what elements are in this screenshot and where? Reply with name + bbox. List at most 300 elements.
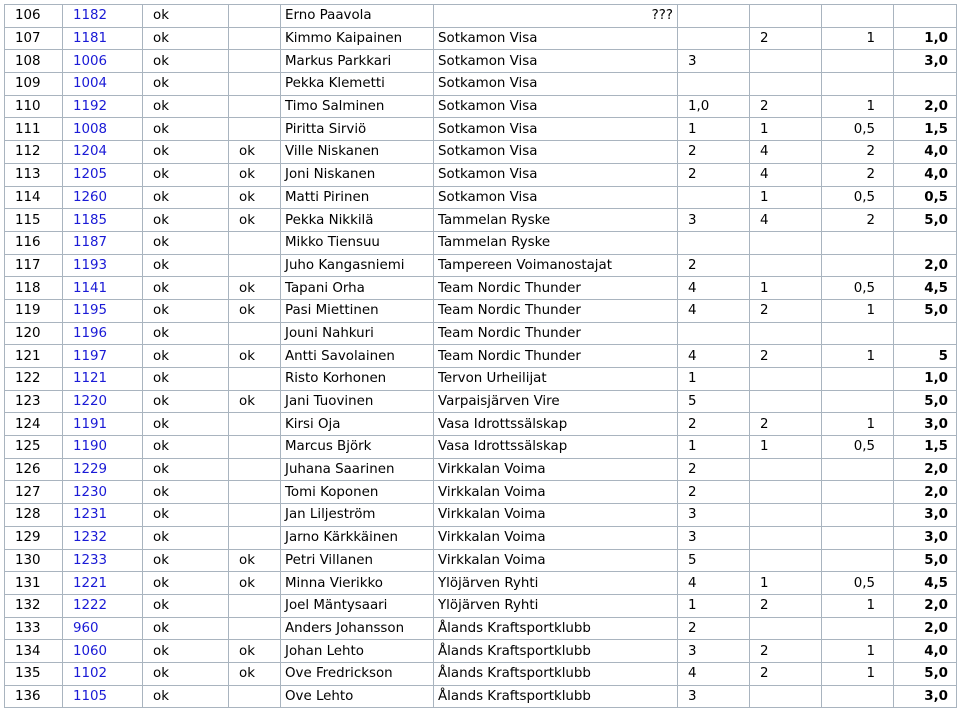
- table-row: [5, 322, 957, 345]
- status2-cell: [229, 594, 281, 617]
- score1-cell: 1,0: [678, 95, 750, 118]
- status2-cell: [229, 118, 281, 141]
- athlete-name-cell: Jarno Kärkkäinen: [281, 526, 434, 549]
- table-row: [5, 481, 957, 504]
- club-cell: Tammelan Ryske: [434, 231, 678, 254]
- score3-cell: 0,5: [822, 186, 894, 209]
- rank-cell: 123: [5, 390, 63, 413]
- score1-cell: 1: [678, 368, 750, 391]
- score3-cell: [822, 5, 894, 28]
- score3-cell: 1: [822, 640, 894, 663]
- status2-cell: ok: [229, 662, 281, 685]
- score2-cell: 4: [750, 209, 822, 232]
- score3-cell: 2: [822, 209, 894, 232]
- total-cell: 3,0: [894, 685, 957, 708]
- status-cell: ok: [143, 549, 229, 572]
- rank-cell: 111: [5, 118, 63, 141]
- score1-cell: 3: [678, 50, 750, 73]
- status-cell: ok: [143, 572, 229, 595]
- status-cell: ok: [143, 526, 229, 549]
- total-cell: [894, 231, 957, 254]
- athlete-name-cell: Kirsi Oja: [281, 413, 434, 436]
- score3-cell: [822, 390, 894, 413]
- status-cell: ok: [143, 5, 229, 28]
- total-cell: 5: [894, 345, 957, 368]
- score2-cell: [750, 231, 822, 254]
- score1-cell: 2: [678, 481, 750, 504]
- score3-cell: [822, 368, 894, 391]
- status2-cell: ok: [229, 141, 281, 164]
- score2-cell: [750, 458, 822, 481]
- athlete-id-link[interactable]: 1205: [63, 163, 143, 186]
- score3-cell: [822, 73, 894, 96]
- score3-cell: 1: [822, 27, 894, 50]
- club-cell: Tampereen Voimanostajat: [434, 254, 678, 277]
- table-body: [5, 5, 957, 708]
- score2-cell: 2: [750, 662, 822, 685]
- score1-cell: 1: [678, 594, 750, 617]
- status2-cell: [229, 481, 281, 504]
- total-cell: 4,0: [894, 163, 957, 186]
- rank-cell: 110: [5, 95, 63, 118]
- athlete-name-cell: Tomi Koponen: [281, 481, 434, 504]
- status-cell: ok: [143, 390, 229, 413]
- score2-cell: [750, 617, 822, 640]
- score2-cell: [750, 5, 822, 28]
- total-cell: 3,0: [894, 526, 957, 549]
- score3-cell: 1: [822, 95, 894, 118]
- table-row: [5, 5, 957, 28]
- rank-cell: 135: [5, 662, 63, 685]
- table-row: [5, 163, 957, 186]
- club-cell: Team Nordic Thunder: [434, 345, 678, 368]
- rank-cell: 112: [5, 141, 63, 164]
- athlete-id-link[interactable]: 1222: [63, 594, 143, 617]
- score2-cell: 2: [750, 413, 822, 436]
- score1-cell: 1: [678, 436, 750, 459]
- status-cell: ok: [143, 481, 229, 504]
- score1-cell: 4: [678, 345, 750, 368]
- score3-cell: 2: [822, 141, 894, 164]
- status2-cell: ok: [229, 163, 281, 186]
- table-row: [5, 594, 957, 617]
- score3-cell: [822, 50, 894, 73]
- total-cell: 2,0: [894, 481, 957, 504]
- club-cell: Ålands Kraftsportklubb: [434, 662, 678, 685]
- rank-cell: 128: [5, 504, 63, 527]
- table-row: [5, 458, 957, 481]
- athlete-id-link[interactable]: 1192: [63, 95, 143, 118]
- status2-cell: ok: [229, 572, 281, 595]
- club-cell: Virkkalan Voima: [434, 504, 678, 527]
- table-row: [5, 640, 957, 663]
- athlete-name-cell: Joel Mäntysaari: [281, 594, 434, 617]
- rank-cell: 106: [5, 5, 63, 28]
- status-cell: ok: [143, 27, 229, 50]
- athlete-name-cell: Mikko Tiensuu: [281, 231, 434, 254]
- score1-cell: [678, 27, 750, 50]
- rank-cell: 126: [5, 458, 63, 481]
- status-cell: ok: [143, 458, 229, 481]
- status-cell: ok: [143, 662, 229, 685]
- table-row: [5, 526, 957, 549]
- results-table: [4, 4, 957, 708]
- status-cell: ok: [143, 163, 229, 186]
- athlete-id-link[interactable]: 1232: [63, 526, 143, 549]
- score1-cell: 2: [678, 141, 750, 164]
- status2-cell: [229, 504, 281, 527]
- total-cell: 5,0: [894, 390, 957, 413]
- score2-cell: 2: [750, 594, 822, 617]
- score3-cell: [822, 322, 894, 345]
- athlete-id-link[interactable]: 1193: [63, 254, 143, 277]
- score1-cell: 4: [678, 299, 750, 322]
- club-cell: ???: [434, 5, 678, 28]
- club-cell: Sotkamon Visa: [434, 186, 678, 209]
- score1-cell: 3: [678, 209, 750, 232]
- rank-cell: 113: [5, 163, 63, 186]
- status2-cell: ok: [229, 186, 281, 209]
- score2-cell: 2: [750, 27, 822, 50]
- athlete-id-link[interactable]: 1233: [63, 549, 143, 572]
- score1-cell: 3: [678, 526, 750, 549]
- status2-cell: [229, 413, 281, 436]
- score3-cell: [822, 481, 894, 504]
- score2-cell: [750, 390, 822, 413]
- club-cell: Sotkamon Visa: [434, 163, 678, 186]
- score3-cell: [822, 504, 894, 527]
- club-cell: Virkkalan Voima: [434, 481, 678, 504]
- athlete-id-link[interactable]: 1220: [63, 390, 143, 413]
- score3-cell: [822, 685, 894, 708]
- rank-cell: 118: [5, 277, 63, 300]
- table-row: [5, 277, 957, 300]
- club-cell: Ålands Kraftsportklubb: [434, 617, 678, 640]
- status2-cell: [229, 231, 281, 254]
- score2-cell: [750, 254, 822, 277]
- total-cell: 4,0: [894, 141, 957, 164]
- athlete-name-cell: Risto Korhonen: [281, 368, 434, 391]
- status2-cell: [229, 322, 281, 345]
- athlete-name-cell: Ville Niskanen: [281, 141, 434, 164]
- athlete-name-cell: Kimmo Kaipainen: [281, 27, 434, 50]
- score1-cell: 1: [678, 118, 750, 141]
- score1-cell: 2: [678, 617, 750, 640]
- total-cell: [894, 5, 957, 28]
- status2-cell: [229, 73, 281, 96]
- athlete-name-cell: Pekka Klemetti: [281, 73, 434, 96]
- score2-cell: 2: [750, 95, 822, 118]
- status2-cell: ok: [229, 640, 281, 663]
- athlete-id-link[interactable]: 1195: [63, 299, 143, 322]
- club-cell: Sotkamon Visa: [434, 95, 678, 118]
- athlete-id-link[interactable]: 1006: [63, 50, 143, 73]
- status-cell: ok: [143, 617, 229, 640]
- score1-cell: 3: [678, 640, 750, 663]
- athlete-name-cell: Juho Kangasniemi: [281, 254, 434, 277]
- total-cell: 1,0: [894, 27, 957, 50]
- table-row: [5, 209, 957, 232]
- score2-cell: [750, 504, 822, 527]
- status2-cell: [229, 436, 281, 459]
- status2-cell: ok: [229, 345, 281, 368]
- table-row: [5, 504, 957, 527]
- rank-cell: 117: [5, 254, 63, 277]
- club-cell: Virkkalan Voima: [434, 549, 678, 572]
- athlete-id-link[interactable]: 1196: [63, 322, 143, 345]
- total-cell: 5,0: [894, 549, 957, 572]
- score1-cell: 5: [678, 390, 750, 413]
- status-cell: ok: [143, 50, 229, 73]
- athlete-id-link[interactable]: 1121: [63, 368, 143, 391]
- rank-cell: 109: [5, 73, 63, 96]
- status-cell: ok: [143, 413, 229, 436]
- status2-cell: [229, 50, 281, 73]
- athlete-name-cell: Pekka Nikkilä: [281, 209, 434, 232]
- club-cell: Sotkamon Visa: [434, 141, 678, 164]
- total-cell: 3,0: [894, 50, 957, 73]
- score2-cell: [750, 549, 822, 572]
- rank-cell: 119: [5, 299, 63, 322]
- total-cell: [894, 322, 957, 345]
- table-row: [5, 95, 957, 118]
- score1-cell: 2: [678, 458, 750, 481]
- athlete-id-link[interactable]: 1190: [63, 436, 143, 459]
- total-cell: 1,5: [894, 436, 957, 459]
- score3-cell: 0,5: [822, 277, 894, 300]
- rank-cell: 125: [5, 436, 63, 459]
- rank-cell: 129: [5, 526, 63, 549]
- table-row: [5, 73, 957, 96]
- status2-cell: ok: [229, 390, 281, 413]
- score3-cell: 1: [822, 662, 894, 685]
- status2-cell: [229, 458, 281, 481]
- score3-cell: 1: [822, 345, 894, 368]
- athlete-name-cell: Johan Lehto: [281, 640, 434, 663]
- status-cell: ok: [143, 640, 229, 663]
- club-cell: Ålands Kraftsportklubb: [434, 640, 678, 663]
- score2-cell: [750, 481, 822, 504]
- athlete-id-link[interactable]: 1105: [63, 685, 143, 708]
- score1-cell: [678, 73, 750, 96]
- table-row: [5, 413, 957, 436]
- athlete-id-link[interactable]: 1004: [63, 73, 143, 96]
- total-cell: 2,0: [894, 254, 957, 277]
- club-cell: Virkkalan Voima: [434, 526, 678, 549]
- score2-cell: [750, 685, 822, 708]
- status-cell: ok: [143, 95, 229, 118]
- rank-cell: 114: [5, 186, 63, 209]
- score1-cell: 2: [678, 413, 750, 436]
- table-row: [5, 617, 957, 640]
- athlete-name-cell: Marcus Björk: [281, 436, 434, 459]
- rank-cell: 121: [5, 345, 63, 368]
- status2-cell: ok: [229, 299, 281, 322]
- athlete-name-cell: Antti Savolainen: [281, 345, 434, 368]
- total-cell: 3,0: [894, 413, 957, 436]
- athlete-id-link[interactable]: 960: [63, 617, 143, 640]
- club-cell: Tervon Urheilijat: [434, 368, 678, 391]
- athlete-id-link[interactable]: 1185: [63, 209, 143, 232]
- table-row: [5, 186, 957, 209]
- club-cell: Team Nordic Thunder: [434, 299, 678, 322]
- score1-cell: 4: [678, 572, 750, 595]
- athlete-id-link[interactable]: 1221: [63, 572, 143, 595]
- club-cell: Team Nordic Thunder: [434, 322, 678, 345]
- athlete-name-cell: Jan Liljeström: [281, 504, 434, 527]
- athlete-name-cell: Jani Tuovinen: [281, 390, 434, 413]
- rank-cell: 116: [5, 231, 63, 254]
- status-cell: ok: [143, 118, 229, 141]
- status-cell: ok: [143, 231, 229, 254]
- score2-cell: [750, 526, 822, 549]
- rank-cell: 108: [5, 50, 63, 73]
- club-cell: Sotkamon Visa: [434, 73, 678, 96]
- score2-cell: 2: [750, 640, 822, 663]
- score2-cell: 1: [750, 118, 822, 141]
- score3-cell: 0,5: [822, 118, 894, 141]
- athlete-id-link[interactable]: 1008: [63, 118, 143, 141]
- score1-cell: 2: [678, 254, 750, 277]
- club-cell: Vasa Idrottssälskap: [434, 436, 678, 459]
- total-cell: 4,5: [894, 277, 957, 300]
- table-row: [5, 118, 957, 141]
- status2-cell: [229, 685, 281, 708]
- club-cell: Team Nordic Thunder: [434, 277, 678, 300]
- athlete-name-cell: Juhana Saarinen: [281, 458, 434, 481]
- athlete-id-link[interactable]: 1182: [63, 5, 143, 28]
- status2-cell: ok: [229, 549, 281, 572]
- status-cell: ok: [143, 73, 229, 96]
- athlete-id-link[interactable]: 1141: [63, 277, 143, 300]
- status-cell: ok: [143, 186, 229, 209]
- athlete-name-cell: Piritta Sirviö: [281, 118, 434, 141]
- total-cell: 2,0: [894, 617, 957, 640]
- table-row: [5, 141, 957, 164]
- score1-cell: 3: [678, 685, 750, 708]
- rank-cell: 130: [5, 549, 63, 572]
- club-cell: Ålands Kraftsportklubb: [434, 685, 678, 708]
- athlete-id-link[interactable]: 1060: [63, 640, 143, 663]
- score3-cell: [822, 549, 894, 572]
- athlete-id-link[interactable]: 1204: [63, 141, 143, 164]
- athlete-id-link[interactable]: 1187: [63, 231, 143, 254]
- table-row: [5, 299, 957, 322]
- status-cell: ok: [143, 322, 229, 345]
- total-cell: 1,0: [894, 368, 957, 391]
- status-cell: ok: [143, 685, 229, 708]
- status-cell: ok: [143, 594, 229, 617]
- score2-cell: 4: [750, 141, 822, 164]
- athlete-name-cell: Ove Lehto: [281, 685, 434, 708]
- score3-cell: 0,5: [822, 572, 894, 595]
- table-row: [5, 436, 957, 459]
- score3-cell: 0,5: [822, 436, 894, 459]
- club-cell: Tammelan Ryske: [434, 209, 678, 232]
- total-cell: 2,0: [894, 458, 957, 481]
- status2-cell: [229, 254, 281, 277]
- table-row: [5, 662, 957, 685]
- status-cell: ok: [143, 209, 229, 232]
- club-cell: Varpaisjärven Vire: [434, 390, 678, 413]
- athlete-id-link[interactable]: 1231: [63, 504, 143, 527]
- athlete-id-link[interactable]: 1102: [63, 662, 143, 685]
- status-cell: ok: [143, 141, 229, 164]
- total-cell: 2,0: [894, 95, 957, 118]
- score3-cell: 1: [822, 594, 894, 617]
- athlete-name-cell: Timo Salminen: [281, 95, 434, 118]
- score1-cell: [678, 231, 750, 254]
- score3-cell: [822, 458, 894, 481]
- status2-cell: [229, 526, 281, 549]
- score3-cell: [822, 254, 894, 277]
- score2-cell: 1: [750, 572, 822, 595]
- athlete-name-cell: Tapani Orha: [281, 277, 434, 300]
- status-cell: ok: [143, 345, 229, 368]
- score1-cell: [678, 186, 750, 209]
- status2-cell: [229, 5, 281, 28]
- score2-cell: [750, 50, 822, 73]
- athlete-id-link[interactable]: 1197: [63, 345, 143, 368]
- club-cell: Sotkamon Visa: [434, 118, 678, 141]
- total-cell: [894, 73, 957, 96]
- athlete-name-cell: Erno Paavola: [281, 5, 434, 28]
- score2-cell: 2: [750, 345, 822, 368]
- athlete-name-cell: Joni Niskanen: [281, 163, 434, 186]
- score2-cell: 1: [750, 186, 822, 209]
- status-cell: ok: [143, 277, 229, 300]
- club-cell: Vasa Idrottssälskap: [434, 413, 678, 436]
- rank-cell: 107: [5, 27, 63, 50]
- score2-cell: [750, 368, 822, 391]
- rank-cell: 120: [5, 322, 63, 345]
- total-cell: 3,0: [894, 504, 957, 527]
- table-row: [5, 390, 957, 413]
- table-row: [5, 50, 957, 73]
- score3-cell: 1: [822, 299, 894, 322]
- table-row: [5, 231, 957, 254]
- score1-cell: 2: [678, 163, 750, 186]
- rank-cell: 133: [5, 617, 63, 640]
- status-cell: ok: [143, 254, 229, 277]
- athlete-name-cell: Markus Parkkari: [281, 50, 434, 73]
- athlete-name-cell: Anders Johansson: [281, 617, 434, 640]
- score2-cell: [750, 322, 822, 345]
- status-cell: ok: [143, 368, 229, 391]
- score3-cell: 2: [822, 163, 894, 186]
- score1-cell: 3: [678, 504, 750, 527]
- table-row: [5, 368, 957, 391]
- athlete-name-cell: Pasi Miettinen: [281, 299, 434, 322]
- athlete-id-link[interactable]: 1230: [63, 481, 143, 504]
- athlete-id-link[interactable]: 1191: [63, 413, 143, 436]
- athlete-id-link[interactable]: 1260: [63, 186, 143, 209]
- athlete-id-link[interactable]: 1229: [63, 458, 143, 481]
- rank-cell: 132: [5, 594, 63, 617]
- athlete-id-link[interactable]: 1181: [63, 27, 143, 50]
- rank-cell: 136: [5, 685, 63, 708]
- status2-cell: [229, 27, 281, 50]
- athlete-name-cell: Ove Fredrickson: [281, 662, 434, 685]
- club-cell: Ylöjärven Ryhti: [434, 594, 678, 617]
- status-cell: ok: [143, 299, 229, 322]
- score1-cell: 4: [678, 662, 750, 685]
- score2-cell: 4: [750, 163, 822, 186]
- score3-cell: 1: [822, 413, 894, 436]
- club-cell: Ylöjärven Ryhti: [434, 572, 678, 595]
- score2-cell: 2: [750, 299, 822, 322]
- score1-cell: 4: [678, 277, 750, 300]
